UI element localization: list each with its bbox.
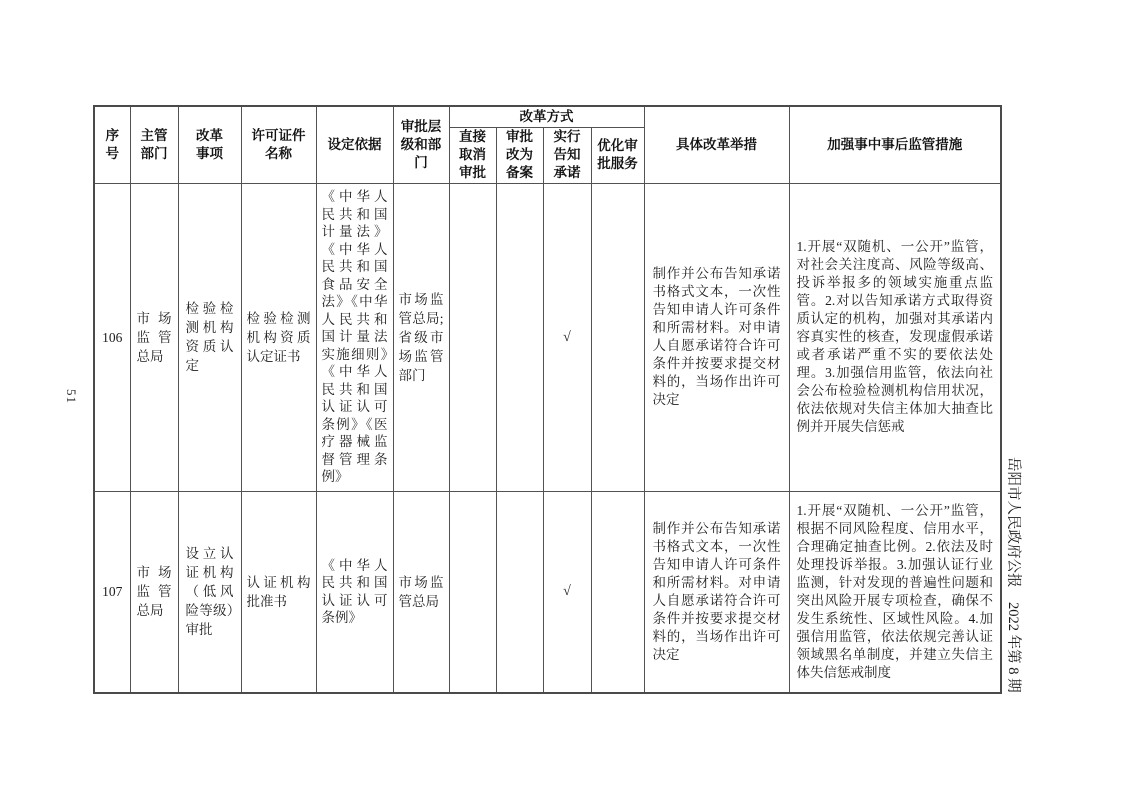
table-row-107	[94, 491, 1001, 693]
cell-direct-cancel	[449, 183, 496, 491]
cell-optimize-service	[591, 183, 644, 491]
col-header-supervision: 加强事中事后监管措施	[789, 106, 1001, 183]
header-row-top	[94, 106, 1001, 127]
col-header-change-to-record: 审批改为备案	[496, 127, 543, 183]
cell-dept: 市场监管总局	[130, 183, 178, 491]
col-header-direct-cancel: 直接取消审批	[449, 127, 496, 183]
col-header-inform-promise: 实行告知承诺	[543, 127, 591, 183]
cell-measures: 制作并公布告知承诺书格式文本，一次性告知申请人许可条件和所需材料。对申请人自愿承诺符合许可条件并按要求提交材料的，当场作出许可决定	[644, 491, 789, 693]
cell-supervision: 1.开展“双随机、一公开”监管，对社会关注度高、风险等级高、投诉举报多的领域实施重点监管。2.对以告知承诺方式取得资质认定的机构，加强对其承诺内容真实性的核查，发现虚假承诺或者承诺严重不实的要依法处理。3.加强信用监管，依法向社会公布检验检测机构信用状况，依法依规对失信主体加大抽查比例并开展失信惩戒	[789, 183, 1001, 491]
reform-items-table	[93, 105, 1002, 694]
col-header-level: 审批层级和部门	[393, 106, 449, 183]
cell-change-to-record	[496, 491, 543, 693]
cell-item: 设立认证机构（低风险等级）审批	[178, 491, 241, 693]
col-header-dept: 主管部门	[130, 106, 178, 183]
cell-level: 市场监管总局	[393, 491, 449, 693]
cell-basis: 《中华人民共和国计量法》《中华人民共和国食品安全法》《中华人民共和国计量法实施细则》《中华人民共和国认证认可条例》《医疗器械监督管理条例》	[316, 183, 393, 491]
col-header-optimize-service: 优化审批服务	[591, 127, 644, 183]
cell-inform-promise-check: √	[543, 183, 591, 491]
col-header-cert: 许可证件名称	[241, 106, 316, 183]
cell-measures: 制作并公布告知承诺书格式文本，一次性告知申请人许可条件和所需材料。对申请人自愿承诺符合许可条件并按要求提交材料的，当场作出许可决定	[644, 183, 789, 491]
col-header-seq: 序号	[94, 106, 130, 183]
col-header-item	[178, 106, 241, 183]
gazette-running-title: 岳阳市人民政府公报 2022 年第 8 期	[1005, 457, 1021, 693]
cell-seq: 106	[94, 183, 130, 491]
col-header-item-label: 改革事项	[195, 127, 223, 161]
cell-inform-promise-check: √	[543, 491, 591, 693]
cell-change-to-record	[496, 183, 543, 491]
cell-cert: 检验检测机构资质认定证书	[241, 183, 316, 491]
cell-basis: 《中华人民共和国认证认可条例》	[316, 491, 393, 693]
table-row-106	[94, 183, 1001, 491]
cell-optimize-service	[591, 491, 644, 693]
page-number: 51	[64, 389, 79, 404]
cell-seq: 107	[94, 491, 130, 693]
col-header-reform-method: 改革方式	[449, 106, 644, 127]
cell-supervision: 1.开展“双随机、一公开”监管，根据不同风险程度、信用水平，合理确定抽查比例。2.依法及时处理投诉举报。3.加强认证行业监测，针对发现的普遍性问题和突出风险开展专项检查，确保不发生系统性、区域性风险。4.加强信用监管，依法依规完善认证领域黑名单制度，并建立失信主体失信惩戒制度	[789, 491, 1001, 693]
col-header-basis: 设定依据	[316, 106, 393, 183]
cell-dept: 市场监管总局	[130, 491, 178, 693]
cell-item: 检验检测机构资质认定	[178, 183, 241, 491]
cell-level: 市场监管总局;省级市场监管部门	[393, 183, 449, 491]
col-header-measures: 具体改革举措	[644, 106, 789, 183]
cell-cert: 认证机构批准书	[241, 491, 316, 693]
cell-direct-cancel	[449, 491, 496, 693]
